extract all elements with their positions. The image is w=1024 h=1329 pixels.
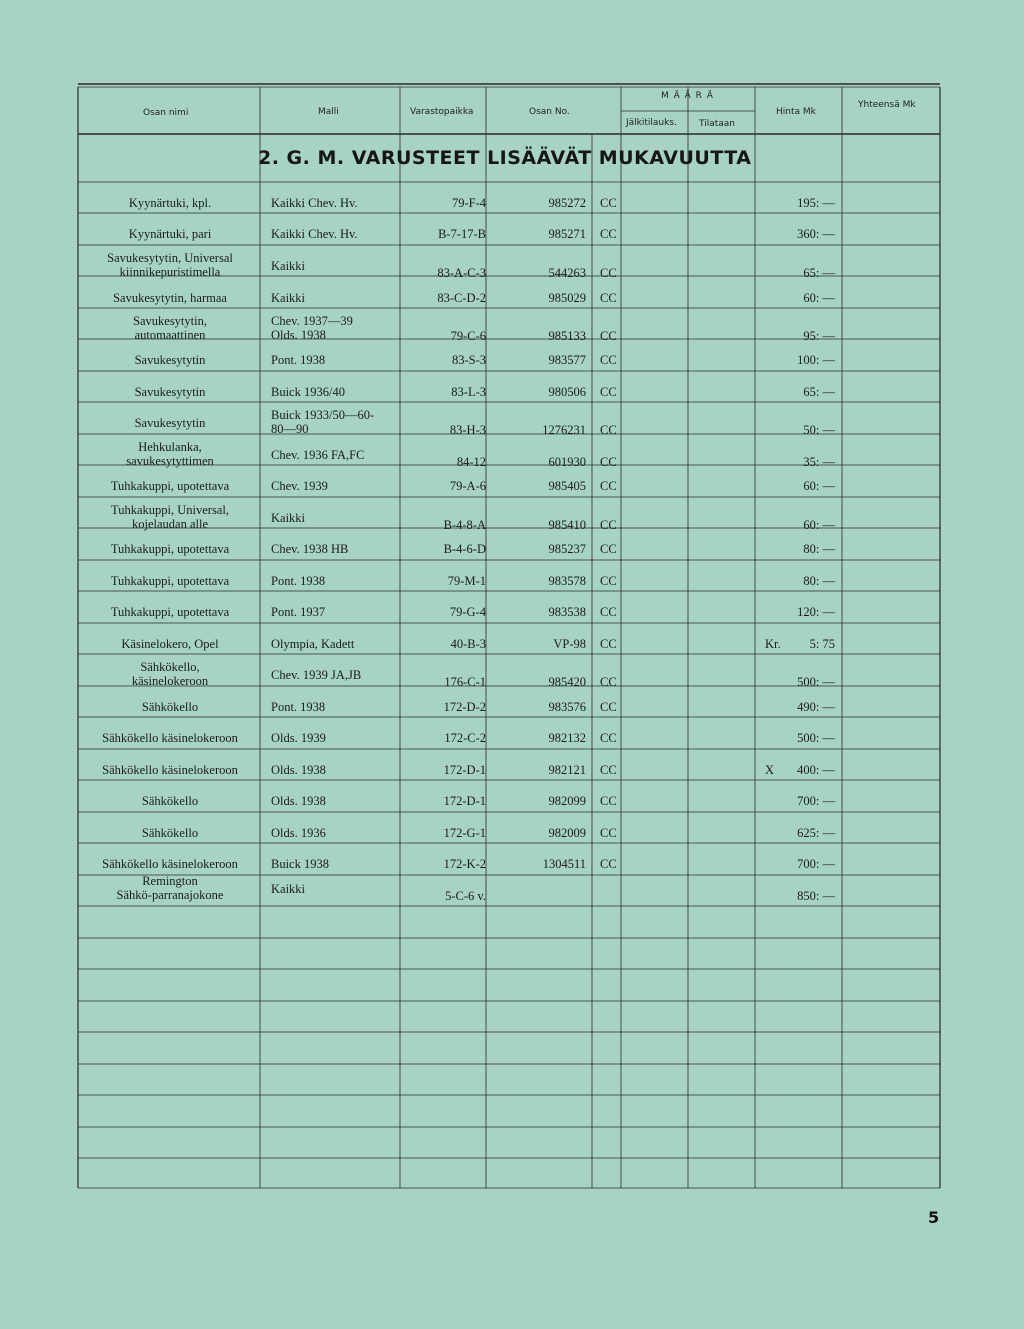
storage-location: 79-G-4 <box>449 605 486 619</box>
price-code: CC <box>600 266 617 280</box>
storage-location: 5-C-6 v. <box>445 889 486 903</box>
part-number: 983577 <box>548 353 586 367</box>
header-order: Tilataan <box>699 119 735 129</box>
header-backorder: Jälkitilauks. <box>626 118 677 128</box>
car-model: Chev. 1937—39 <box>271 314 353 328</box>
part-name: Hehkulanka, <box>138 440 202 454</box>
car-model: Pont. 1938 <box>271 574 326 588</box>
price-code: CC <box>600 574 617 588</box>
unit-price: 80: — <box>803 574 835 588</box>
header-part-number: Osan No. <box>529 107 570 117</box>
car-model: Olds. 1938 <box>271 794 326 808</box>
price-code: CC <box>600 518 617 532</box>
storage-location: 83-C-D-2 <box>437 291 486 305</box>
unit-price: 700: — <box>797 794 835 808</box>
part-number: 983578 <box>548 574 586 588</box>
price-code: CC <box>600 731 617 745</box>
price-code: CC <box>600 675 617 689</box>
car-model: Kaikki <box>271 291 306 305</box>
part-name: Sähkökello käsinelokeroon <box>102 857 238 871</box>
part-name: savukesytyttimen <box>126 454 214 468</box>
price-code: CC <box>600 542 617 556</box>
header-price: Hinta Mk <box>776 107 816 117</box>
car-model: Buick 1936/40 <box>271 385 345 399</box>
car-model: Kaikki <box>271 259 306 273</box>
price-code: CC <box>600 763 617 777</box>
part-number: 601930 <box>548 455 586 469</box>
car-model: Buick 1938 <box>271 857 329 871</box>
section-title: 2. G. M. VARUSTEET LISÄÄVÄT MUKAVUUTTA <box>258 147 752 169</box>
car-model: Olds. 1938 <box>271 763 326 777</box>
header-model: Malli <box>318 107 339 117</box>
price-code: CC <box>600 857 617 871</box>
header-storage-location: Varastopaikka <box>410 107 474 117</box>
part-number: 985272 <box>548 196 586 210</box>
storage-location: 172-K-2 <box>443 857 486 871</box>
header-total: Yhteensä Mk <box>858 100 916 110</box>
part-number: 982132 <box>548 731 586 745</box>
part-name: Tuhkakuppi, upotettava <box>110 605 230 619</box>
storage-location: 172-D-1 <box>443 763 486 777</box>
car-model: Pont. 1938 <box>271 353 326 367</box>
part-number: 985420 <box>548 675 586 689</box>
part-number: 985271 <box>548 227 586 241</box>
part-name: Kyynärtuki, pari <box>128 227 212 241</box>
storage-location: 172-D-2 <box>443 700 486 714</box>
storage-location: 84-12 <box>456 455 486 469</box>
part-name: Sähkökello käsinelokeroon <box>102 731 238 745</box>
price-code: CC <box>600 353 617 367</box>
storage-location: 83-L-3 <box>451 385 486 399</box>
storage-location: B-7-17-B <box>438 227 486 241</box>
currency-mark: Kr. <box>765 637 781 651</box>
unit-price: 65: — <box>803 266 835 280</box>
price-code: CC <box>600 700 617 714</box>
storage-location: 40-B-3 <box>450 637 486 651</box>
part-name: Sähkökello <box>141 826 199 840</box>
part-name: Savukesytytin <box>134 353 206 367</box>
car-model: Pont. 1938 <box>271 700 326 714</box>
car-model: Chev. 1939 <box>271 479 328 493</box>
storage-location: 83-H-3 <box>449 423 486 437</box>
part-name: Sähkökello <box>141 700 199 714</box>
price-code: CC <box>600 196 617 210</box>
part-number: VP-98 <box>553 637 586 651</box>
unit-price: 80: — <box>803 542 835 556</box>
header-quantity-group: M Ä Ä R Ä <box>661 91 714 101</box>
part-name: Tuhkakuppi, upotettava <box>110 542 230 556</box>
car-model: Kaikki <box>271 511 306 525</box>
header-part-name: Osan nimi <box>143 108 189 118</box>
unit-price: 5: 75 <box>809 637 835 651</box>
unit-price: 95: — <box>803 329 835 343</box>
storage-location: 172-C-2 <box>444 731 486 745</box>
storage-location: 172-G-1 <box>443 826 486 840</box>
car-model: Pont. 1937 <box>271 605 326 619</box>
unit-price: 60: — <box>803 479 835 493</box>
part-name: Savukesytytin, harmaa <box>113 291 227 305</box>
storage-location: 83-A-C-3 <box>437 266 486 280</box>
storage-location: B-4-8-A <box>443 518 486 532</box>
part-name: Savukesytytin <box>134 416 206 430</box>
part-name: Sähkökello, <box>140 660 200 674</box>
car-model: Olympia, Kadett <box>271 637 355 651</box>
unit-price: 60: — <box>803 518 835 532</box>
unit-price: 500: — <box>797 731 835 745</box>
price-code: CC <box>600 227 617 241</box>
part-name: Sähkö-parranajokone <box>116 888 224 902</box>
price-code: CC <box>600 455 617 469</box>
unit-price: 195: — <box>797 196 835 210</box>
unit-price: 120: — <box>797 605 835 619</box>
part-number: 985405 <box>548 479 586 493</box>
part-number: 983538 <box>548 605 586 619</box>
part-name: Savukesytytin, Universal <box>107 251 233 265</box>
unit-price: 60: — <box>803 291 835 305</box>
car-model: Olds. 1939 <box>271 731 326 745</box>
unit-price: 65: — <box>803 385 835 399</box>
storage-location: 176-C-1 <box>444 675 486 689</box>
unit-price: 50: — <box>803 423 835 437</box>
unit-price: 100: — <box>797 353 835 367</box>
unit-price: 850: — <box>797 889 835 903</box>
part-name: Tuhkakuppi, Universal, <box>111 503 229 517</box>
part-name: kiinnikepuristimella <box>119 265 221 279</box>
part-name: Savukesytytin <box>134 385 206 399</box>
currency-mark: X <box>765 763 775 777</box>
price-code: CC <box>600 826 617 840</box>
unit-price: 625: — <box>797 826 835 840</box>
part-name: automaattinen <box>134 328 206 342</box>
car-model: Kaikki Chev. Hv. <box>271 227 358 241</box>
car-model: Buick 1933/50—60- <box>271 408 375 422</box>
part-number: 544263 <box>548 266 586 280</box>
unit-price: 490: — <box>797 700 835 714</box>
part-name: kojelaudan alle <box>131 517 208 531</box>
part-number: 985237 <box>548 542 586 556</box>
storage-location: 79-M-1 <box>447 574 486 588</box>
car-model: Kaikki Chev. Hv. <box>271 196 358 210</box>
price-code: CC <box>600 794 617 808</box>
storage-location: 172-D-1 <box>443 794 486 808</box>
car-model: Chev. 1939 JA,JB <box>271 668 362 682</box>
part-name: Tuhkakuppi, upotettava <box>110 479 230 493</box>
unit-price: 35: — <box>803 455 835 469</box>
unit-price: 400: — <box>797 763 835 777</box>
storage-location: B-4-6-D <box>443 542 486 556</box>
part-name: Käsinelokero, Opel <box>121 637 219 651</box>
part-number: 985029 <box>548 291 586 305</box>
part-name: Sähkökello käsinelokeroon <box>102 763 238 777</box>
storage-location: 83-S-3 <box>451 353 486 367</box>
unit-price: 700: — <box>797 857 835 871</box>
price-code: CC <box>600 479 617 493</box>
car-model: 80—90 <box>271 422 309 436</box>
part-number: 1304511 <box>542 857 586 871</box>
part-name: Sähkökello <box>141 794 199 808</box>
part-number: 985410 <box>548 518 586 532</box>
part-number: 982121 <box>548 763 586 777</box>
price-code: CC <box>600 637 617 651</box>
price-code: CC <box>600 385 617 399</box>
part-number: 983576 <box>548 700 586 714</box>
part-number: 982009 <box>548 826 586 840</box>
part-number: 1276231 <box>542 423 586 437</box>
car-model: Chev. 1938 HB <box>271 542 349 556</box>
car-model: Olds. 1938 <box>271 328 326 342</box>
unit-price: 500: — <box>797 675 835 689</box>
part-name: Kyynärtuki, kpl. <box>128 196 212 210</box>
part-name: Tuhkakuppi, upotettava <box>110 574 230 588</box>
storage-location: 79-C-6 <box>450 329 486 343</box>
part-number: 980506 <box>548 385 586 399</box>
car-model: Kaikki <box>271 882 306 896</box>
page-number: 5 <box>928 1208 940 1227</box>
price-code: CC <box>600 291 617 305</box>
part-number: 985133 <box>548 329 586 343</box>
part-number: 982099 <box>548 794 586 808</box>
price-code: CC <box>600 329 617 343</box>
car-model: Olds. 1936 <box>271 826 326 840</box>
storage-location: 79-F-4 <box>451 196 486 210</box>
part-name: käsinelokeroon <box>131 674 209 688</box>
part-name: Remington <box>142 874 198 888</box>
car-model: Chev. 1936 FA,FC <box>271 448 365 462</box>
part-name: Savukesytytin, <box>133 314 207 328</box>
price-code: CC <box>600 423 617 437</box>
unit-price: 360: — <box>797 227 835 241</box>
storage-location: 79-A-6 <box>449 479 486 493</box>
price-code: CC <box>600 605 617 619</box>
